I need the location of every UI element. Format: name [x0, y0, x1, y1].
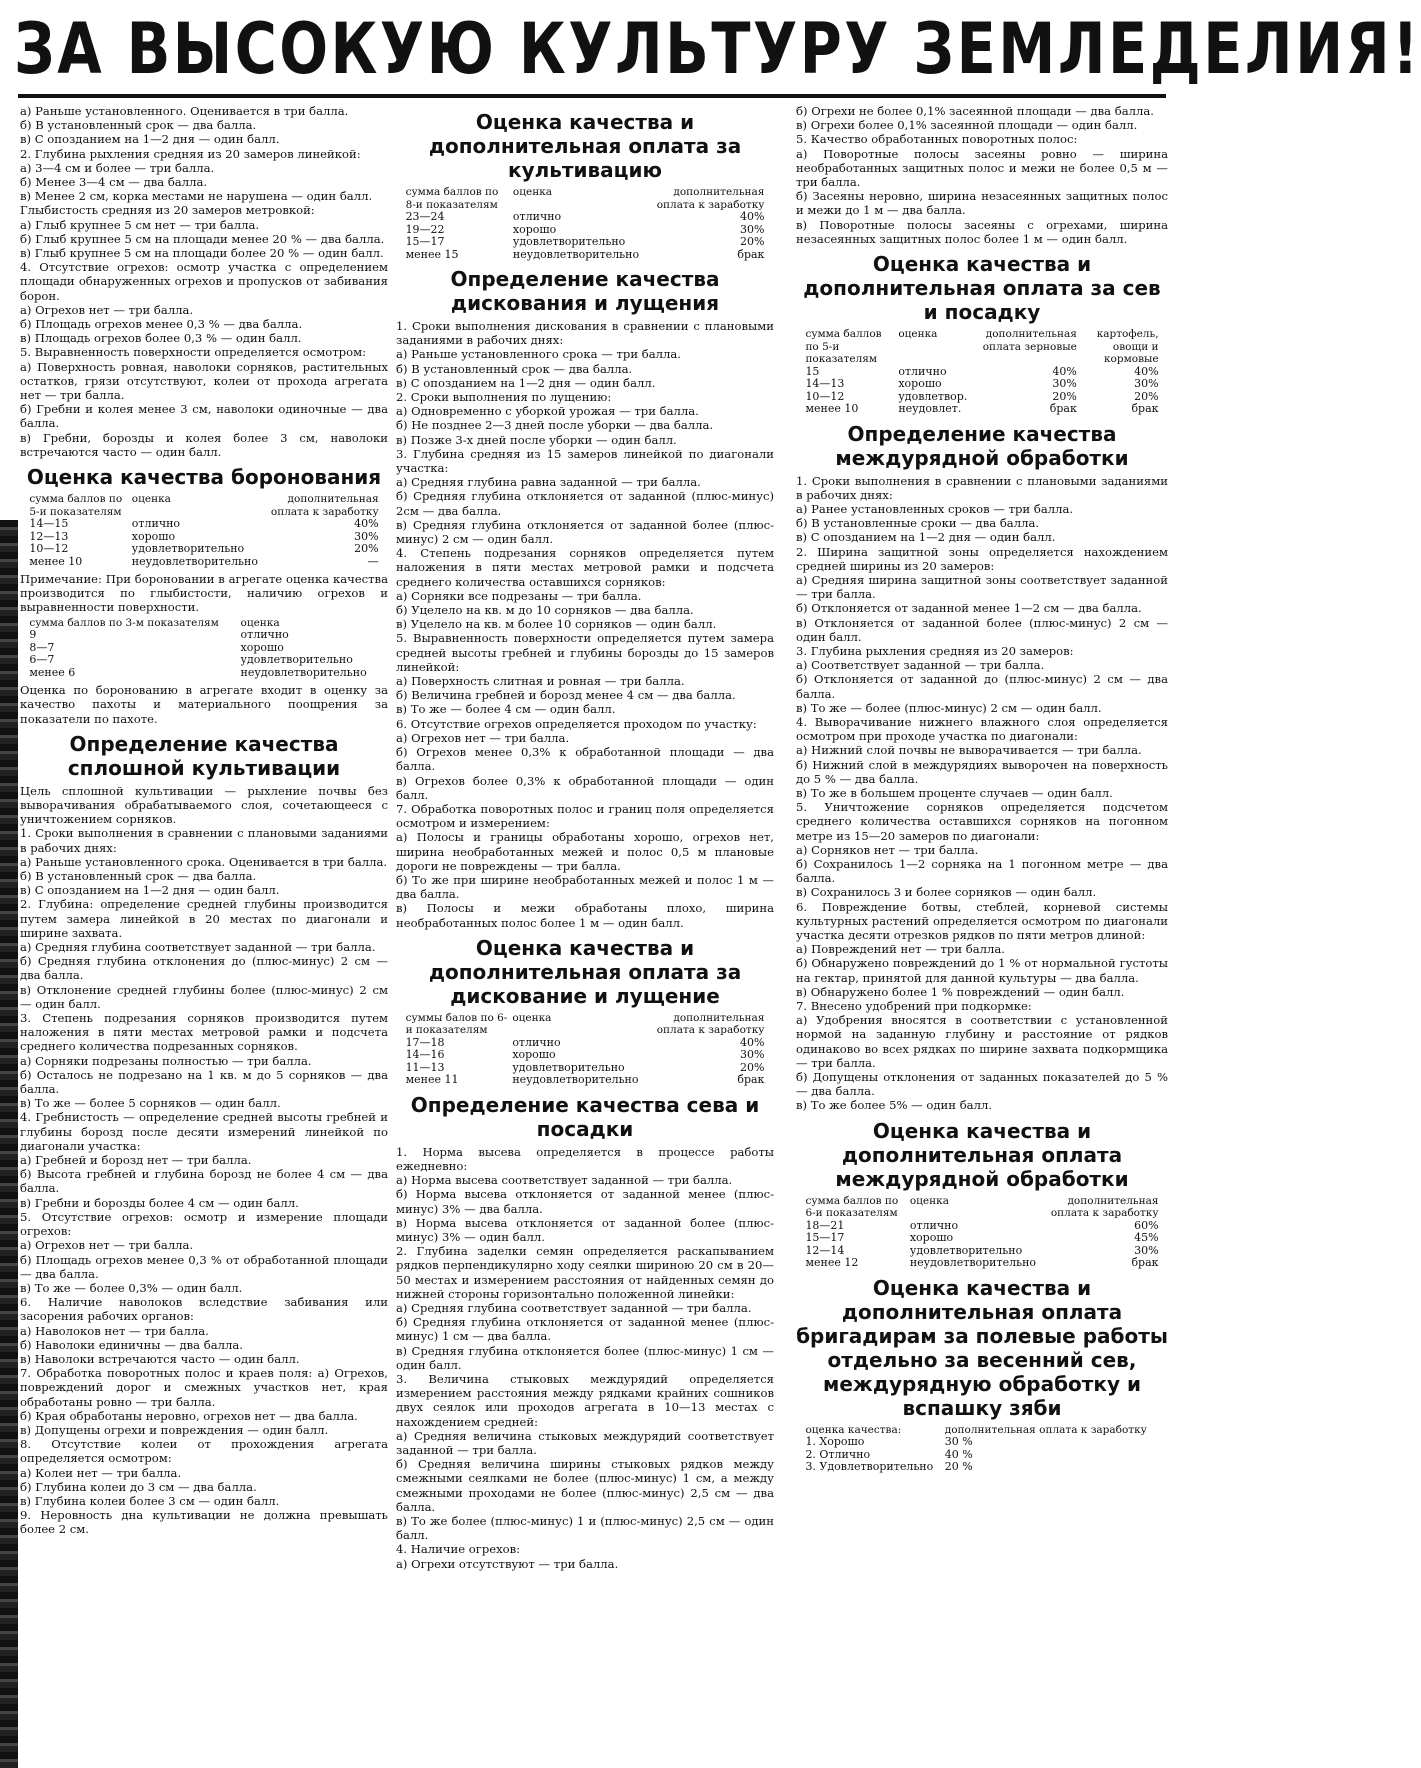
table-row — [803, 1461, 1160, 1474]
table-header-row — [803, 1195, 1160, 1220]
paragraph: б) Средняя глубина отклоняется от заданной менее (плюс-минус) 1 см — два балла. — [396, 1315, 774, 1344]
paragraph: 3. Глубина средняя из 15 замеров линейкой по диагонали участка: — [396, 446, 774, 476]
table-row — [404, 236, 767, 249]
table-cell: отлично — [909, 1218, 959, 1232]
paragraph: в) То же — более 4 см — один балл. — [396, 702, 616, 717]
paragraph: б) Величина гребней и борозд менее 4 см — два балла. — [396, 688, 736, 703]
paragraph: б) Огрехи не более 0,1% засеянной площади — два балла. — [796, 104, 1154, 118]
paragraph: б) Отклоняется от заданной менее 1—2 см — два балла. — [796, 601, 1142, 616]
table-header-cell: дополнительная оплата зерновые — [982, 328, 1077, 353]
table-header-cell: оценка — [512, 1011, 552, 1024]
paragraph: а) Средняя глубина соответствует заданной — три балла. — [20, 940, 376, 955]
table-cell: хорошо — [240, 640, 284, 654]
paragraph: а) Раньше установленного срока — три балла. — [396, 347, 681, 362]
paragraph: б) Высота гребней и глубина борозд не более 4 см — два балла. — [20, 1167, 388, 1196]
paragraph: 4. Выворачивание нижнего влажного слоя определяется осмотром при проходе участка по диагонали: — [796, 714, 1168, 744]
torn-page-edge — [0, 520, 18, 1768]
col1-kultivaciya — [20, 784, 388, 1537]
heading-diskovanie: Определение качества дискования и лущения — [450, 267, 720, 315]
heading-boronovanie: Оценка качества боронования — [26, 465, 382, 490]
table-row — [404, 211, 767, 224]
table-row — [27, 667, 380, 680]
paragraph: в) С опозданием на 1—2 дня — один балл. — [396, 375, 656, 390]
table-cell: отлично — [512, 210, 562, 223]
table-cell: 20% — [739, 1060, 765, 1074]
table-cell: удовлетворительно — [240, 653, 353, 667]
table-cell: 8—7 — [29, 640, 55, 654]
table-header-cell: дополнительная оплата к заработку — [1050, 1194, 1159, 1220]
table-cell: хорошо — [512, 222, 557, 236]
paragraph: 3. Степень подрезания сорняков производится путем наложения в пяти местах метровой рамки и подсчета среднего количества подрезанных сорняков. — [20, 1011, 388, 1054]
paragraph: б) Сохранилось 1—2 сорняка на 1 погонном метре — два балла. — [796, 857, 1168, 886]
table-cell: менее 6 — [29, 665, 76, 679]
table-header-cell: оценка — [512, 186, 553, 198]
table-cell: 14—15 — [29, 517, 69, 531]
paragraph: а) Огрехов нет — три балла. — [20, 302, 194, 317]
paragraph: а) Средняя ширина защитной зоны соответствует заданной — три балла. — [796, 572, 1168, 602]
table-cell: 30% — [1134, 1243, 1159, 1257]
paragraph: 4. Наличие огрехов: — [396, 1542, 521, 1557]
paragraph: а) Повреждений нет — три балла. — [796, 942, 1005, 957]
table-cell: 30% — [1052, 377, 1077, 391]
table-header-cell: сумма баллов по 5-и показателям — [805, 328, 882, 366]
table-header-row — [404, 186, 767, 211]
paragraph: в) То же — более 0,3% — один балл. — [20, 1280, 243, 1295]
table-row — [404, 1049, 767, 1062]
table-cell: хорошо — [909, 1231, 954, 1245]
paragraph: б) Засеяны неровно, ширина незасеянных защитных полос и межи до 1 м — два балла. — [796, 189, 1168, 218]
table-header-cell: сумма баллов по 8-и показателям — [405, 186, 499, 211]
paragraph: 6. Наличие наволоков вследствие забивания или засорения рабочих органов: — [20, 1295, 388, 1324]
paragraph: а) Огрехи отсутствуют — три балла. — [396, 1556, 619, 1571]
table-cell: 40% — [354, 517, 379, 531]
heading-oplata-sev: Оценка качества и дополнительная оплата за сев и посадку — [803, 252, 1161, 325]
table-row — [803, 403, 1160, 416]
table-cell: 18—21 — [805, 1218, 845, 1232]
paragraph: а) Поверхность слитная и ровная — три балла. — [396, 674, 685, 689]
table-row — [27, 629, 380, 642]
table-cell: 1. Хорошо — [805, 1435, 865, 1449]
newspaper-banner: ЗА ВЫСОКУЮ КУЛЬТУРУ ЗЕМЛЕДЕЛИЯ! — [14, 8, 1421, 90]
table-row — [803, 1232, 1160, 1245]
table-cell: отлично — [131, 517, 181, 531]
table-oplata-kultivaciya — [404, 186, 767, 261]
paragraph: а) Удобрения вносятся в соответствии с установленной нормой на заданную глубину и расстояние от рядков одинаково во всех рядках по ширине захвата подкормщика — три балла. — [796, 1013, 1168, 1070]
table-cell: хорошо — [131, 529, 176, 543]
paragraph: 4. Степень подрезания сорняков определяется путем наложения в пяти местах метровой рамки и подсчета среднего количества оставшихся сорняков: — [396, 546, 774, 589]
table-header-row — [27, 617, 380, 630]
paragraph: 9. Неровность дна культивации не должна превышать более 2 см. — [20, 1508, 388, 1537]
col3-mezhdurvad — [796, 474, 1168, 1113]
paragraph: б) Обнаружено повреждений до 1 % от нормальной густоты на гектар, принятой для данной культуры — два балла. — [796, 956, 1168, 985]
table-cell: 20% — [739, 235, 765, 248]
paragraph: б) Средняя величина ширины стыковых рядков между смежными сеялками не более (плюс-минус) 1 см, а между смежными проходами не более (плюс-минус) 2,5 см — два балла. — [396, 1457, 774, 1514]
paragraph: а) Ранее установленных сроков — три балла. — [796, 501, 1074, 516]
paragraph: 5. Качество обработанных поворотных полос: — [796, 132, 1078, 147]
note-after: Оценка по боронованию в агрегате входит в оценку за качество пахоты и материального поощрения за показатели по пахоте. — [20, 683, 388, 726]
table-cell: 14—13 — [805, 377, 845, 391]
paragraph: в) Норма высева отклоняется от заданной более (плюс-минус) 3% — один балл. — [396, 1215, 774, 1244]
paragraph: б) Средняя глубина отклоняется от заданной (плюс-минус) 2см — два балла. — [396, 489, 774, 518]
paragraph: в) Гребни, борозды и колея более 3 см, наволоки встречаются часто — один балл. — [20, 430, 388, 459]
paragraph: б) Не позднее 2—3 дней после уборки — два балла. — [396, 418, 714, 433]
paragraph: 3. Величина стыковых междурядий определяется измерением расстояния между рядками крайних сошников двух сеялок или проходов агрегата в 10—13 местах с нахождением средней: — [396, 1371, 774, 1429]
table-row — [404, 1037, 767, 1050]
paragraph: в) То же более 5% — один балл. — [796, 1098, 993, 1113]
table-cell: менее 11 — [405, 1073, 459, 1087]
paragraph: в) То же — более (плюс-минус) 2 см — один балл. — [796, 700, 1102, 715]
paragraph: б) Огрехов менее 0,3% к обработанной площади — два балла. — [396, 745, 774, 774]
paragraph: а) Соответствует заданной — три балла. — [796, 658, 1045, 673]
table-row — [27, 518, 380, 531]
paragraph: б) Гребни и колея менее 3 см, наволоки одиночные — два балла. — [20, 402, 388, 431]
paragraph: б) Уцелело на кв. м до 10 сорняков — два балла. — [396, 603, 694, 618]
heading-oplata-kultivaciya: Оценка качества и дополнительная оплата за культивацию — [428, 110, 742, 182]
paragraph: б) Допущены отклонения от заданных показателей до 5 % — два балла. — [796, 1070, 1168, 1099]
table-row — [803, 1436, 1160, 1449]
paragraph: 2. Сроки выполнения по лущению: — [396, 390, 612, 405]
paragraph: 1. Норма высева определяется в процессе работы ежедневно: — [396, 1144, 774, 1173]
paragraph: а) Поворотные полосы засеяны ровно — ширина необработанных защитных полос и межи не более 0,5 м — три балла. — [796, 146, 1168, 190]
table-cell: брак — [737, 1073, 765, 1087]
paragraph: 7. Внесено удобрений при подкормке: — [796, 999, 1032, 1014]
table-cell: 40 % — [944, 1447, 973, 1461]
table-cell: 15 — [805, 364, 820, 378]
paragraph: в) Средняя глубина отклоняется от заданной более (плюс-минус) 2 см — один балл. — [396, 517, 774, 547]
paragraph: в) Наволоки встречаются часто — один балл. — [20, 1351, 300, 1366]
heading-oplata-diskovanie: Оценка качества и дополнительная оплата за дискование и лущение — [428, 935, 742, 1008]
note-boronovanie: Примечание: При бороновании в агрегате оценка качества производится по глыбистости, наличию огрехов и выравненности поверхности. — [20, 572, 388, 615]
table-cell: 10—12 — [805, 389, 845, 403]
heading-sev: Определение качества сева и посадки — [410, 1092, 760, 1141]
heading-brigadiram: Оценка качества и дополнительная оплата бригадирам за полевые работы отдельно за весенний сев, междурядную обработку и вспашку зяби — [796, 1275, 1168, 1420]
paragraph: 5. Выравненность поверхности определяется осмотром: — [20, 345, 367, 360]
paragraph: б) Глубина колеи до 3 см — два балла. — [20, 1479, 257, 1494]
table-cell: — — [367, 554, 379, 568]
table-header-cell: сумма баллов по 6-и показателям — [805, 1194, 899, 1220]
table-cell: 20% — [354, 542, 379, 556]
table-cell: 60% — [1134, 1218, 1159, 1232]
table-header-cell: оценка — [909, 1194, 949, 1207]
table-header-cell: картофель, овощи и кормовые — [1096, 328, 1159, 366]
paragraph: в) С опозданием на 1—2 дня — один балл. — [20, 132, 280, 147]
table-cell: 40% — [1052, 364, 1077, 378]
paragraph: а) Поверхность ровная, наволоки сорняков, растительных остатков, грязи отсутствуют, колеи от прохода агрегата нет — три балла. — [20, 359, 388, 403]
table-cell: 17—18 — [405, 1035, 445, 1049]
paragraph: в) Огрехи более 0,1% засеянной площади — один балл. — [796, 118, 1138, 133]
table-row — [27, 654, 380, 667]
paragraph: 1. Сроки выполнения в сравнении с плановыми заданиями в рабочих днях: — [20, 826, 388, 855]
table-row — [803, 366, 1160, 379]
table-cell: 40% — [739, 210, 765, 223]
paragraph: 5. Выравненность поверхности определяется путем замера средней высоты гребней и глубины борозды до 15 замеров линейкой: — [396, 631, 774, 674]
paragraph: б) В установленный срок — два балла. — [20, 118, 257, 133]
table-cell: 11—13 — [405, 1060, 445, 1074]
table-cell: 12—13 — [29, 529, 69, 543]
table-cell: 20 % — [944, 1460, 973, 1474]
table-row — [803, 1220, 1160, 1233]
table-cell: отлично — [898, 364, 947, 378]
paragraph: 3. Глубина рыхления средняя из 20 замеров: — [796, 643, 1074, 658]
paragraph: б) Осталось не подрезано на 1 кв. м до 5 сорняков — два балла. — [20, 1067, 388, 1097]
paragraph: 4. Гребнистость — определение средней высоты гребней и глубины борозд после десяти измерений линейкой по диагонали участка: — [20, 1110, 388, 1153]
table-cell: отлично — [240, 628, 289, 642]
table-cell: неудовлетворительно — [512, 247, 640, 261]
table-cell: 15—17 — [405, 235, 445, 248]
table-header-cell: оценка качества: — [805, 1423, 902, 1436]
table-cell: брак — [1131, 1256, 1159, 1270]
table-cell: 3. Удовлетворительно — [805, 1460, 934, 1474]
paragraph: в) Обнаружено более 1 % повреждений — один балл. — [796, 984, 1125, 999]
table-row — [803, 1257, 1160, 1270]
paragraph: в) Отклонение средней глубины более (плюс-минус) 2 см — один балл. — [20, 982, 388, 1011]
table-row — [27, 543, 380, 556]
table-oplata-diskovanie — [404, 1012, 767, 1087]
paragraph: в) Средняя глубина отклоняется более (плюс-минус) 1 см — один балл. — [396, 1343, 774, 1372]
table-cell: неудовлетворительно — [909, 1256, 1037, 1270]
paragraph: в) То же — более 5 сорняков — один балл. — [20, 1096, 281, 1111]
table-cell: брак — [1131, 402, 1159, 416]
paragraph: в) Менее 2 см, корка местами не нарушена — один балл. — [20, 189, 373, 204]
table-header-cell: оценка — [131, 493, 171, 506]
table-header-cell: дополнительная оплата к заработку — [270, 493, 379, 518]
paragraph: б) В установленный срок — два балла. — [396, 361, 633, 376]
table-cell: менее 10 — [29, 554, 83, 568]
paragraph: 2. Глубина рыхления средняя из 20 замеров линейкой: — [20, 146, 361, 161]
paragraph: Глыбистость средняя из 20 замеров метровкой: — [20, 203, 315, 218]
table-cell: удовлетворительно — [909, 1243, 1023, 1257]
table-cell: менее 12 — [805, 1256, 859, 1270]
paragraph: а) 3—4 см и более — три балла. — [20, 160, 215, 175]
table-cell: неудовлетворительно — [131, 554, 258, 568]
table-cell: 30% — [1134, 377, 1159, 391]
paragraph: б) Средняя глубина отклонения до (плюс-минус) 2 см — два балла. — [20, 954, 388, 983]
paragraph: в) То же более (плюс-минус) 1 и (плюс-минус) 2,5 см — один балл. — [396, 1514, 774, 1543]
col2-diskovanie — [396, 319, 774, 930]
paragraph: в) Позже 3-х дней после уборки — один балл. — [396, 432, 677, 447]
paragraph: а) Раньше установленного. Оценивается в три балла. — [20, 104, 349, 118]
paragraph: б) Края обработаны неровно, огрехов нет — два балла. — [20, 1408, 358, 1423]
table-row — [404, 1074, 767, 1087]
paragraph: б) То же при ширине необработанных межей и полос 1 м — два балла. — [396, 872, 774, 902]
table-cell: 19—22 — [405, 222, 445, 236]
heading-mezhdurvad: Определение качества междурядной обработки — [835, 421, 1129, 470]
table-header-cell: дополнительная оплата к заработку — [656, 186, 765, 211]
col2-sev — [396, 1145, 774, 1571]
table-cell: 20% — [1134, 389, 1159, 403]
table-cell: неудовлетворительно — [240, 665, 367, 679]
table-header-row — [404, 1012, 767, 1037]
table-cell: брак — [1049, 402, 1077, 416]
paragraph: а) Норма высева соответствует заданной — три балла. — [396, 1173, 733, 1188]
paragraph: б) Отклоняется от заданной до (плюс-минус) 2 см — два балла. — [796, 672, 1168, 701]
table-boronovanie — [27, 493, 380, 568]
paragraph: в) Глыб крупнее 5 см на площади более 20 % — один балл. — [20, 246, 384, 261]
table-cell: 12—14 — [805, 1243, 845, 1257]
banner-rule — [18, 94, 1166, 98]
table-header-cell: дополнительная оплата к заработку — [944, 1423, 1147, 1436]
paragraph: 7. Обработка поворотных полос и границ поля определяется осмотром и измерением: — [396, 801, 774, 831]
paragraph: в) С опозданием на 1—2 дня — один балл. — [796, 530, 1056, 545]
table-cell: неудовлет. — [898, 402, 962, 416]
table-oplata-sev — [803, 328, 1160, 416]
paragraph: б) Наволоки единичны — два балла. — [20, 1337, 243, 1352]
table-header-cell: сумма баллов по 5-и показателям — [29, 493, 123, 518]
table-header-cell: дополнительная оплата к заработку — [656, 1011, 765, 1037]
paragraph: 7. Обработка поворотных полос и краев поля: а) Огрехов, повреждений дорог и смежных участков нет, края обработаны ровно — три балла. — [20, 1366, 388, 1409]
table-cell: хорошо — [512, 1048, 556, 1062]
paragraph: а) Сорняки подрезаны полностью — три балла. — [20, 1053, 312, 1068]
paragraph: в) Сохранилось 3 и более сорняков — один балл. — [796, 885, 1097, 900]
table-cell: удовлетворительно — [512, 1060, 625, 1074]
heading-oplata-mezhdurvad: Оценка качества и дополнительная оплата междурядной обработки — [835, 1118, 1129, 1191]
col3-pre — [796, 104, 1168, 246]
table-cell: удовлетворительно — [131, 542, 245, 556]
paragraph: 6. Отсутствие огрехов определяется проходом по участку: — [396, 716, 757, 731]
table-cell: 30 % — [944, 1435, 973, 1449]
paragraph: а) Наволоков нет — три балла. — [20, 1323, 209, 1338]
paragraph: а) Сорняков нет — три балла. — [796, 842, 979, 857]
paragraph: 2. Ширина защитной зоны определяется нахождением средней ширины из 20 замеров: — [796, 544, 1168, 573]
table-oplata-mezhdurvad — [803, 1195, 1160, 1270]
paragraph: б) В установленные сроки — два балла. — [796, 516, 1040, 531]
paragraph: б) Площадь огрехов менее 0,3 % — два балла. — [20, 317, 303, 332]
paragraph: в) Огрехов более 0,3% к обработанной площади — один балл. — [396, 773, 774, 802]
col1-pre — [20, 104, 388, 459]
table-cell: 30% — [739, 1048, 765, 1062]
table-header-cell: оценка — [898, 328, 938, 341]
paragraph: 6. Повреждение ботвы, стеблей, корневой системы культурных растений определяется осмотром по диагонали участка десяти отрезков рядков по пяти метров длиной: — [796, 899, 1168, 943]
paragraph: в) Отклоняется от заданной более (плюс-минус) 2 см — один балл. — [796, 615, 1168, 644]
paragraph: 5. Уничтожение сорняков определяется подсчетом среднего количества оставшихся сорняков на погонном метре из 15—20 замеров по диагонали: — [796, 800, 1168, 843]
column-3 — [796, 104, 1168, 1764]
paragraph: а) Огрехов нет — три балла. — [396, 730, 570, 745]
paragraph: 1. Сроки выполнения дискования в сравнении с плановыми заданиями в рабочих днях: — [396, 319, 774, 348]
paragraph: 2. Глубина: определение средней глубины производится путем замера линейкой в 20 местах по диагонали и ширине захвата. — [20, 897, 388, 940]
paragraph: б) Менее 3—4 см — два балла. — [20, 175, 208, 190]
column-1 — [20, 104, 388, 1764]
paragraph: 1. Сроки выполнения в сравнении с плановыми заданиями в рабочих днях: — [796, 473, 1168, 502]
paragraph: Цель сплошной культивации — рыхление почвы без выворачивания обрабатываемого слоя, сочетающееся с уничтожением сорняков. — [20, 783, 388, 827]
paragraph: б) Нижний слой в междурядиях выворочен на поверхность до 5 % — два балла. — [796, 757, 1168, 786]
table-header-cell: сумма баллов по 3-м показателям — [29, 616, 219, 629]
table-cell: удовлетвор. — [898, 389, 968, 403]
paragraph: б) Глыб крупнее 5 см на площади менее 20 % — два балла. — [20, 231, 385, 246]
table-cell: 30% — [739, 222, 765, 236]
table-row — [803, 378, 1160, 391]
paragraph: а) Нижний слой почвы не выворачивается — три балла. — [796, 743, 1142, 758]
paragraph: а) Средняя глубина соответствует заданной — три балла. — [396, 1300, 752, 1315]
table-cell: брак — [737, 247, 765, 261]
paragraph: а) Огрехов нет — три балла. — [20, 1238, 194, 1253]
table-cell: 14—16 — [405, 1048, 445, 1062]
table-header-cell: суммы балов по 6-и показателям — [405, 1011, 508, 1037]
heading-kultivaciya: Определение качества сплошной культивации — [67, 731, 341, 780]
paragraph: а) Колеи нет — три балла. — [20, 1465, 182, 1480]
paragraph: в) Поворотные полосы засеяны с огрехами, ширина незасеянных защитных полос более 1 м — один балл. — [796, 217, 1168, 246]
paragraph: а) Глыб крупнее 5 см нет — три балла. — [20, 217, 260, 232]
table-brigadiram — [803, 1424, 1160, 1474]
paragraph: а) Средняя величина стыковых междурядий соответствует заданной — три балла. — [396, 1428, 774, 1457]
table-cell: 10—12 — [29, 542, 69, 556]
table-cell: 9 — [29, 628, 37, 642]
table-cell: 30% — [354, 529, 379, 543]
paragraph: в) Полосы и межи обработаны плохо, ширина необработанных полос более 1 м — один балл. — [396, 901, 774, 930]
table-cell: 23—24 — [405, 210, 445, 223]
paragraph: а) Средняя глубина равна заданной — три балла. — [396, 475, 701, 490]
table-cell: хорошо — [898, 377, 942, 391]
paragraph: б) Норма высева отклоняется от заданной менее (плюс-минус) 3% — два балла. — [396, 1187, 774, 1216]
table-cell: неудовлетворительно — [512, 1073, 639, 1087]
table-cell: 40% — [739, 1035, 765, 1049]
paragraph: а) Полосы и границы обработаны хорошо, огрехов нет, ширина необработанных межей и полос 0,5 м плановые дороги не повреждены — три балла. — [396, 830, 774, 873]
table-header-row — [27, 493, 380, 518]
table-row — [404, 249, 767, 262]
table-cell: менее 15 — [405, 247, 459, 261]
table-cell: менее 10 — [805, 402, 859, 416]
paragraph: а) Сорняки все подрезаны — три балла. — [396, 588, 642, 603]
paragraph: в) То же в большем проценте случаев — один балл. — [796, 786, 1113, 800]
table-row — [27, 556, 380, 569]
table-cell: 20% — [1052, 389, 1077, 403]
paragraph: в) Глубина колеи более 3 см — один балл. — [20, 1493, 280, 1508]
table-cell: 40% — [1134, 364, 1159, 378]
paragraph: б) В установленный срок — два балла. — [20, 869, 257, 884]
table-cell: удовлетворительно — [512, 235, 626, 248]
column-2 — [396, 104, 774, 1764]
table-cell: отлично — [512, 1035, 561, 1049]
paragraph: а) Одновременно с уборкой урожая — три балла. — [396, 404, 699, 419]
table-cell: 15—17 — [805, 1231, 845, 1245]
table-cell: 45% — [1134, 1231, 1159, 1245]
paragraph: 2. Глубина заделки семян определяется раскапыванием рядков перпендикулярно ходу сеялки шириною 20 см в 20—50 местах и измерением расстояния от найденных семян до нижней стороны горизонтально положенной линейки: — [396, 1244, 774, 1301]
paragraph: 8. Отсутствие колеи от прохождения агрегата определяется осмотром: — [20, 1437, 388, 1466]
paragraph: 4. Отсутствие огрехов: осмотр участка с определением площади обнаруженных огрехов и пропусков от забивания борон. — [20, 260, 388, 303]
paragraph: в) С опозданием на 1—2 дня — один балл. — [20, 883, 280, 898]
table-boronovanie-agregat — [27, 617, 380, 680]
table-header-row — [803, 328, 1160, 366]
paragraph: в) Площадь огрехов более 0,3 % — один балл. — [20, 331, 302, 346]
paragraph: 5. Отсутствие огрехов: осмотр и измерение площади огрехов: — [20, 1209, 388, 1239]
paragraph: б) Площадь огрехов менее 0,3 % от обработанной площади — два балла. — [20, 1252, 388, 1281]
table-header-cell: оценка — [240, 616, 280, 629]
paragraph: в) Допущены огрехи и повреждения — один балл. — [20, 1422, 329, 1437]
paragraph: в) Гребни и борозды более 4 см — один балл. — [20, 1195, 299, 1210]
paragraph: а) Гребней и борозд нет — три балла. — [20, 1153, 252, 1168]
table-cell: 2. Отлично — [805, 1447, 871, 1461]
paragraph: в) Уцелело на кв. м более 10 сорняков — один балл. — [396, 617, 717, 632]
paragraph: а) Раньше установленного срока. Оценивается в три балла. — [20, 854, 388, 869]
table-cell: 6—7 — [29, 653, 55, 667]
